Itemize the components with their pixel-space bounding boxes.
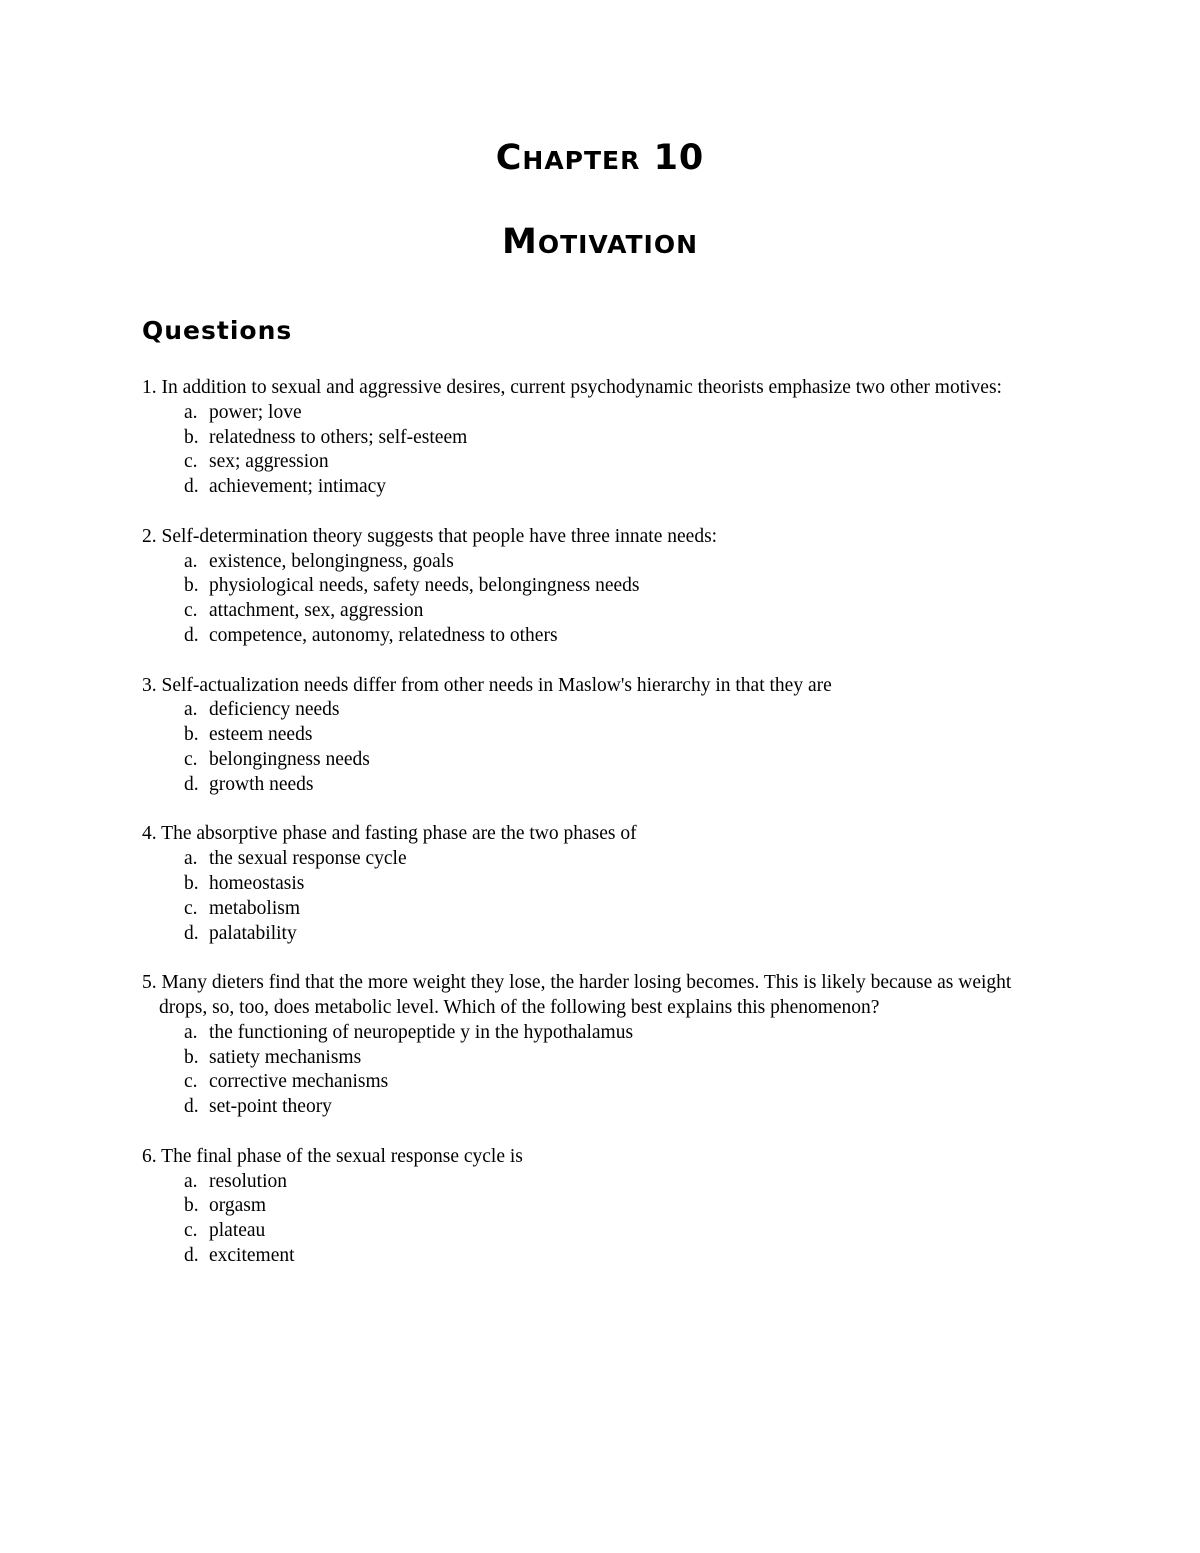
answer-choice	[184, 401, 1062, 426]
choice-text: competence, autonomy, relatedness to others	[209, 624, 558, 646]
choice-text: palatability	[209, 922, 297, 944]
choice-letter: b.	[184, 426, 199, 448]
choice-text: plateau	[209, 1220, 266, 1242]
answer-choice	[184, 1244, 1062, 1269]
question-text: The absorptive phase and fasting phase are the two phases of	[161, 823, 637, 845]
choice-letter: a.	[184, 550, 198, 572]
choice-letter: c.	[184, 748, 198, 770]
choice-letter: d.	[184, 773, 199, 795]
answer-choice	[184, 773, 1062, 798]
question-stem	[142, 971, 1062, 1021]
question-stem	[142, 1145, 1062, 1170]
choice-text: physiological needs, safety needs, belongingness needs	[209, 575, 640, 597]
choice-text: esteem needs	[209, 724, 313, 746]
question-item	[142, 525, 1062, 649]
choice-text: power; love	[209, 401, 302, 423]
choice-text: homeostasis	[209, 872, 305, 894]
answer-choice	[184, 1070, 1062, 1095]
choice-text: corrective mechanisms	[209, 1071, 389, 1093]
answer-choice	[184, 698, 1062, 723]
choice-text: belongingness needs	[209, 748, 370, 770]
question-item	[142, 674, 1062, 798]
question-text: The final phase of the sexual response cycle is	[161, 1145, 523, 1167]
choice-list	[142, 1021, 1062, 1120]
choice-letter: d.	[184, 476, 199, 498]
question-item	[142, 822, 1062, 946]
answer-choice	[184, 872, 1062, 897]
answer-choice	[184, 897, 1062, 922]
choice-text: existence, belongingness, goals	[209, 550, 454, 572]
question-stem	[142, 525, 1062, 550]
answer-choice	[184, 426, 1062, 451]
question-number: 1.	[142, 377, 157, 398]
choice-text: resolution	[209, 1170, 287, 1192]
question-number: 6.	[142, 1145, 157, 1167]
choice-text: set-point theory	[209, 1096, 332, 1118]
chapter-subtitle: Motivation	[501, 222, 699, 262]
answer-choice	[184, 1046, 1062, 1071]
question-item	[142, 1145, 1062, 1269]
choice-letter: d.	[184, 624, 199, 646]
question-stem	[142, 674, 1062, 699]
answer-choice	[184, 1170, 1062, 1195]
answer-choice	[184, 1021, 1062, 1046]
answer-choice	[184, 450, 1062, 475]
choice-text: metabolism	[209, 897, 300, 919]
answer-choice	[184, 475, 1062, 500]
question-stem	[142, 822, 1062, 847]
choice-text: growth needs	[209, 773, 314, 795]
section-heading: Questions	[142, 316, 293, 345]
choice-list	[142, 401, 1062, 500]
chapter-title: Chapter 10	[495, 138, 705, 178]
choice-list	[142, 698, 1062, 797]
choice-letter: b.	[184, 724, 199, 746]
choice-letter: a.	[184, 848, 198, 870]
question-number: 4.	[142, 823, 157, 845]
choice-letter: d.	[184, 922, 199, 944]
choice-letter: c.	[184, 1220, 198, 1242]
choice-letter: c.	[184, 451, 198, 473]
answer-choice	[184, 599, 1062, 624]
choice-text: satiety mechanisms	[209, 1046, 362, 1068]
choice-letter: b.	[184, 575, 199, 597]
choice-text: the sexual response cycle	[209, 848, 407, 870]
question-text: Self-determination theory suggests that people have three innate needs:	[161, 525, 718, 547]
choice-text: the functioning of neuropeptide y in the hypothalamus	[209, 1021, 634, 1043]
choice-text: relatedness to others; self-esteem	[209, 426, 468, 448]
choice-letter: a.	[184, 1021, 198, 1043]
answer-choice	[184, 624, 1062, 649]
question-list	[142, 376, 1062, 1293]
choice-text: achievement; intimacy	[209, 476, 387, 498]
question-stem	[142, 376, 1062, 401]
choice-letter: c.	[184, 1071, 198, 1093]
choice-text: sex; aggression	[209, 451, 329, 473]
choice-letter: a.	[184, 1170, 198, 1192]
choice-letter: b.	[184, 872, 199, 894]
choice-list	[142, 1170, 1062, 1269]
answer-choice	[184, 723, 1062, 748]
question-item	[142, 971, 1062, 1120]
choice-letter: a.	[184, 699, 198, 721]
choice-letter: b.	[184, 1046, 199, 1068]
choice-letter: c.	[184, 897, 198, 919]
question-number: 5.	[142, 972, 157, 994]
choice-list	[142, 550, 1062, 649]
choice-text: excitement	[209, 1244, 295, 1266]
choice-letter: d.	[184, 1244, 199, 1266]
question-number: 3.	[142, 674, 157, 696]
question-number: 2.	[142, 525, 157, 547]
answer-choice	[184, 1194, 1062, 1219]
choice-letter: c.	[184, 600, 198, 622]
answer-choice	[184, 748, 1062, 773]
question-text: In addition to sexual and aggressive desires, current psychodynamic theorists emphasize two other motives:	[161, 377, 1002, 398]
choice-letter: b.	[184, 1195, 199, 1217]
choice-text: deficiency needs	[209, 699, 340, 721]
question-text: Self-actualization needs differ from other needs in Maslow's hierarchy in that they are	[161, 674, 832, 696]
answer-choice	[184, 847, 1062, 872]
answer-choice	[184, 1095, 1062, 1120]
answer-choice	[184, 574, 1062, 599]
answer-choice	[184, 550, 1062, 575]
choice-text: attachment, sex, aggression	[209, 600, 424, 622]
choice-letter: a.	[184, 401, 198, 423]
question-item	[142, 376, 1062, 500]
choice-text: orgasm	[209, 1195, 267, 1217]
question-text: Many dieters find that the more weight they lose, the harder losing becomes. This is likely because as weight drops, so, too, does metabolic level. Which of the following best explains this phenomenon?	[159, 972, 1012, 1018]
choice-letter: d.	[184, 1096, 199, 1118]
choice-list	[142, 847, 1062, 946]
answer-choice	[184, 922, 1062, 947]
answer-choice	[184, 1219, 1062, 1244]
